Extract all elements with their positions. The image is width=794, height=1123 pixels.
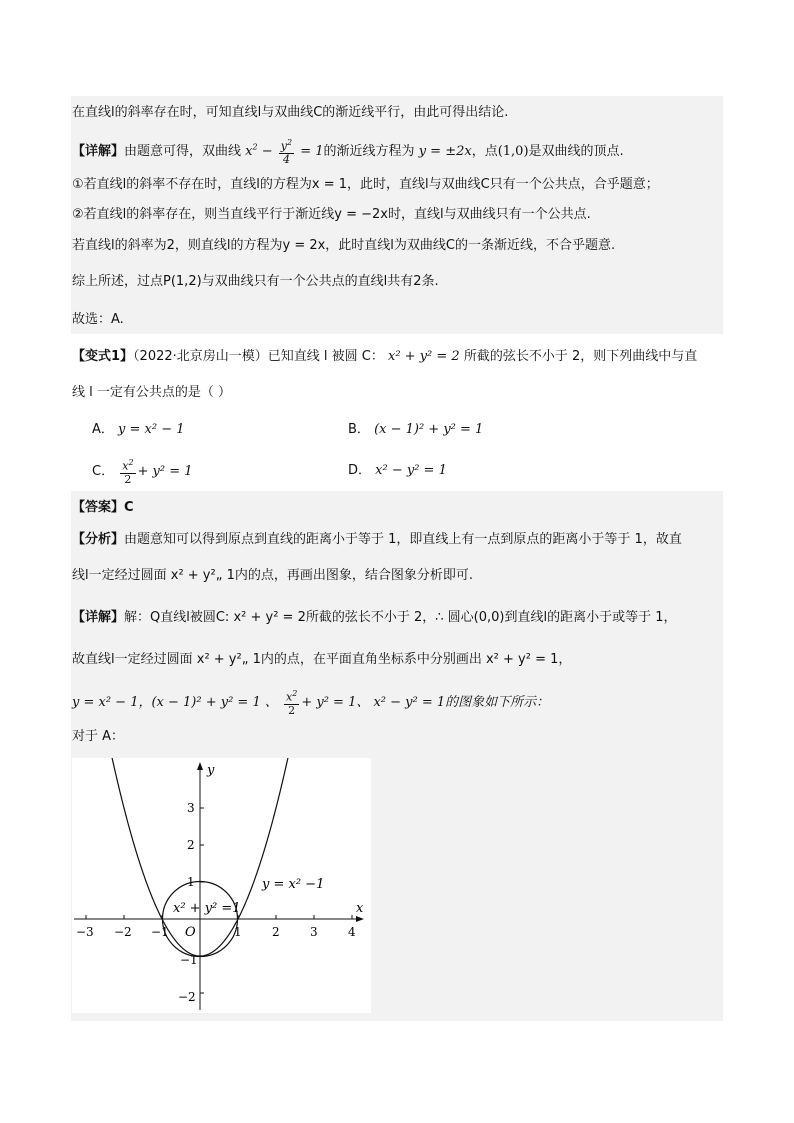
- circle-label: x² + y² =1: [173, 901, 241, 916]
- x-tick-label: −2: [114, 925, 132, 939]
- parabola-label: y = x² −1: [262, 877, 325, 892]
- option-c-fraction: $\frac{x^2}{2}$: [122, 458, 134, 486]
- y-tick-label: −1: [180, 953, 198, 967]
- option-c-label: C．: [92, 463, 115, 479]
- option-b-text: (x − 1)² + y² = 1: [374, 422, 484, 437]
- analysis-text-1: 由题意知可以得到原点到直线的距离小于等于 1，即直线上有一点到原点的距离小于等于 1，故直: [124, 532, 682, 547]
- solution-line-5: 若直线l的斜率为2，则直线l的方程为y = 2x，此时直线l为双曲线C的一条渐近线，不合乎题意.: [72, 238, 616, 253]
- y-tick-label: 3: [187, 801, 195, 815]
- variant-question-line-2: 线 l 一定有公共点的是（ ）: [72, 385, 232, 400]
- y-tick-label: 2: [187, 838, 195, 852]
- x-tick-label: 2: [272, 925, 280, 939]
- variant-text-b: 所截的弦长不小于 2，则下列曲线中与直: [463, 349, 698, 364]
- origin-label: O: [185, 925, 196, 940]
- vertex-point: (1,0): [497, 143, 529, 159]
- solution-line-3: ①若直线l的斜率不存在时，直线l的方程为x = 1，此时，直线l与双曲线C只有一个公共点，合乎题意；: [72, 177, 659, 192]
- x-tick-label: 3: [310, 925, 318, 939]
- variant-source: （2022·北京房山一模）: [133, 349, 268, 364]
- variant-question-line-1: [72, 347, 697, 367]
- answer-value: C: [124, 500, 134, 515]
- option-a: [92, 420, 185, 440]
- detail-text-a: 由题意可得，双曲线: [124, 143, 242, 159]
- detail-tag-2: 【详解】: [72, 610, 125, 625]
- answer-line: [72, 498, 134, 518]
- detail-text-d: 是双曲线的顶点.: [528, 143, 624, 159]
- graph-svg: [72, 758, 371, 1013]
- option-d-text: x² − y² = 1: [375, 463, 447, 478]
- y-tick-label: 1: [187, 875, 195, 889]
- option-a-label: A．: [92, 422, 114, 437]
- x-tick-label: −1: [151, 925, 169, 939]
- solution-line-6: 综上所述，过点P(1,2)与双曲线只有一个公共点的直线l共有2条.: [72, 274, 439, 289]
- variant-tag: 【变式1】: [72, 349, 134, 364]
- option-d: [348, 461, 447, 481]
- variant-text-a: 已知直线 l 被圆 C：: [267, 349, 384, 364]
- x-tick-label: −3: [76, 925, 94, 939]
- option-b-label: B．: [348, 422, 370, 437]
- detail-tag: 【详解】: [72, 143, 125, 159]
- circle-equation: x² + y² = 2: [388, 349, 460, 364]
- solution-line-4: ②若直线l的斜率存在，则当直线平行于渐近线y = −2x时，直线l与双曲线只有一个公共点.: [72, 207, 591, 222]
- analysis-line-1: [72, 530, 682, 550]
- detail-text-1: 解：Q直线l被圆C: x² + y² = 2所截的弦长不小于 2，∴ 圆心(0,0)到直线l的距离小于或等于 1，: [124, 610, 677, 625]
- option-c-text: + y² = 1: [137, 463, 193, 479]
- y-axis-label: y: [207, 763, 215, 778]
- asymptote-equation: y = ±2x: [418, 143, 472, 159]
- x-axis-arrow-icon: [356, 916, 364, 922]
- option-c: [92, 457, 193, 486]
- x-axis-label: x: [356, 901, 364, 916]
- detail-fraction: $\frac{x^2}{2}$: [286, 689, 298, 717]
- hyperbola-equation: $x^2$ − $\frac{y^2}{4}$ = 1: [245, 138, 324, 166]
- option-a-text: y = x² − 1: [118, 422, 185, 437]
- analysis-line-2: 线l一定经过圆面 x² + y²„ 1内的点，再画出图象，结合图象分析即可.: [72, 568, 473, 583]
- y-axis-arrow-icon: [197, 762, 203, 770]
- detail-text-c: ，点: [471, 143, 498, 159]
- option-b: [348, 420, 483, 440]
- for-a-label: 对于 A：: [72, 729, 125, 744]
- solution-line-2: [72, 137, 624, 166]
- detail-line-3: [72, 688, 549, 717]
- x-tick-label: 4: [348, 925, 356, 939]
- solution-line-7: 故选：A.: [72, 312, 124, 327]
- answer-tag: 【答案】: [72, 500, 125, 515]
- solution-line-1: 在直线l的斜率存在时，可知直线l与双曲线C的渐近线平行，由此可得出结论.: [72, 105, 509, 120]
- detail-line-1: [72, 608, 676, 628]
- detail-text-3a: y = x² − 1，(x − 1)² + y² = 1 、: [72, 694, 278, 710]
- option-d-label: D．: [348, 463, 372, 478]
- graph-figure: [72, 758, 371, 1013]
- analysis-tag: 【分析】: [72, 532, 125, 547]
- y-tick-label: −2: [178, 990, 196, 1004]
- detail-text-b: 的渐近线方程为: [323, 143, 415, 159]
- detail-text-3b: + y² = 1、 x² − y² = 1的图象如下所示：: [301, 694, 550, 710]
- detail-line-2: 故直线l一定经过圆面 x² + y²„ 1内的点，在平面直角坐标系中分别画出 x² + y² = 1，: [72, 652, 572, 667]
- x-tick-label: 1: [234, 925, 242, 939]
